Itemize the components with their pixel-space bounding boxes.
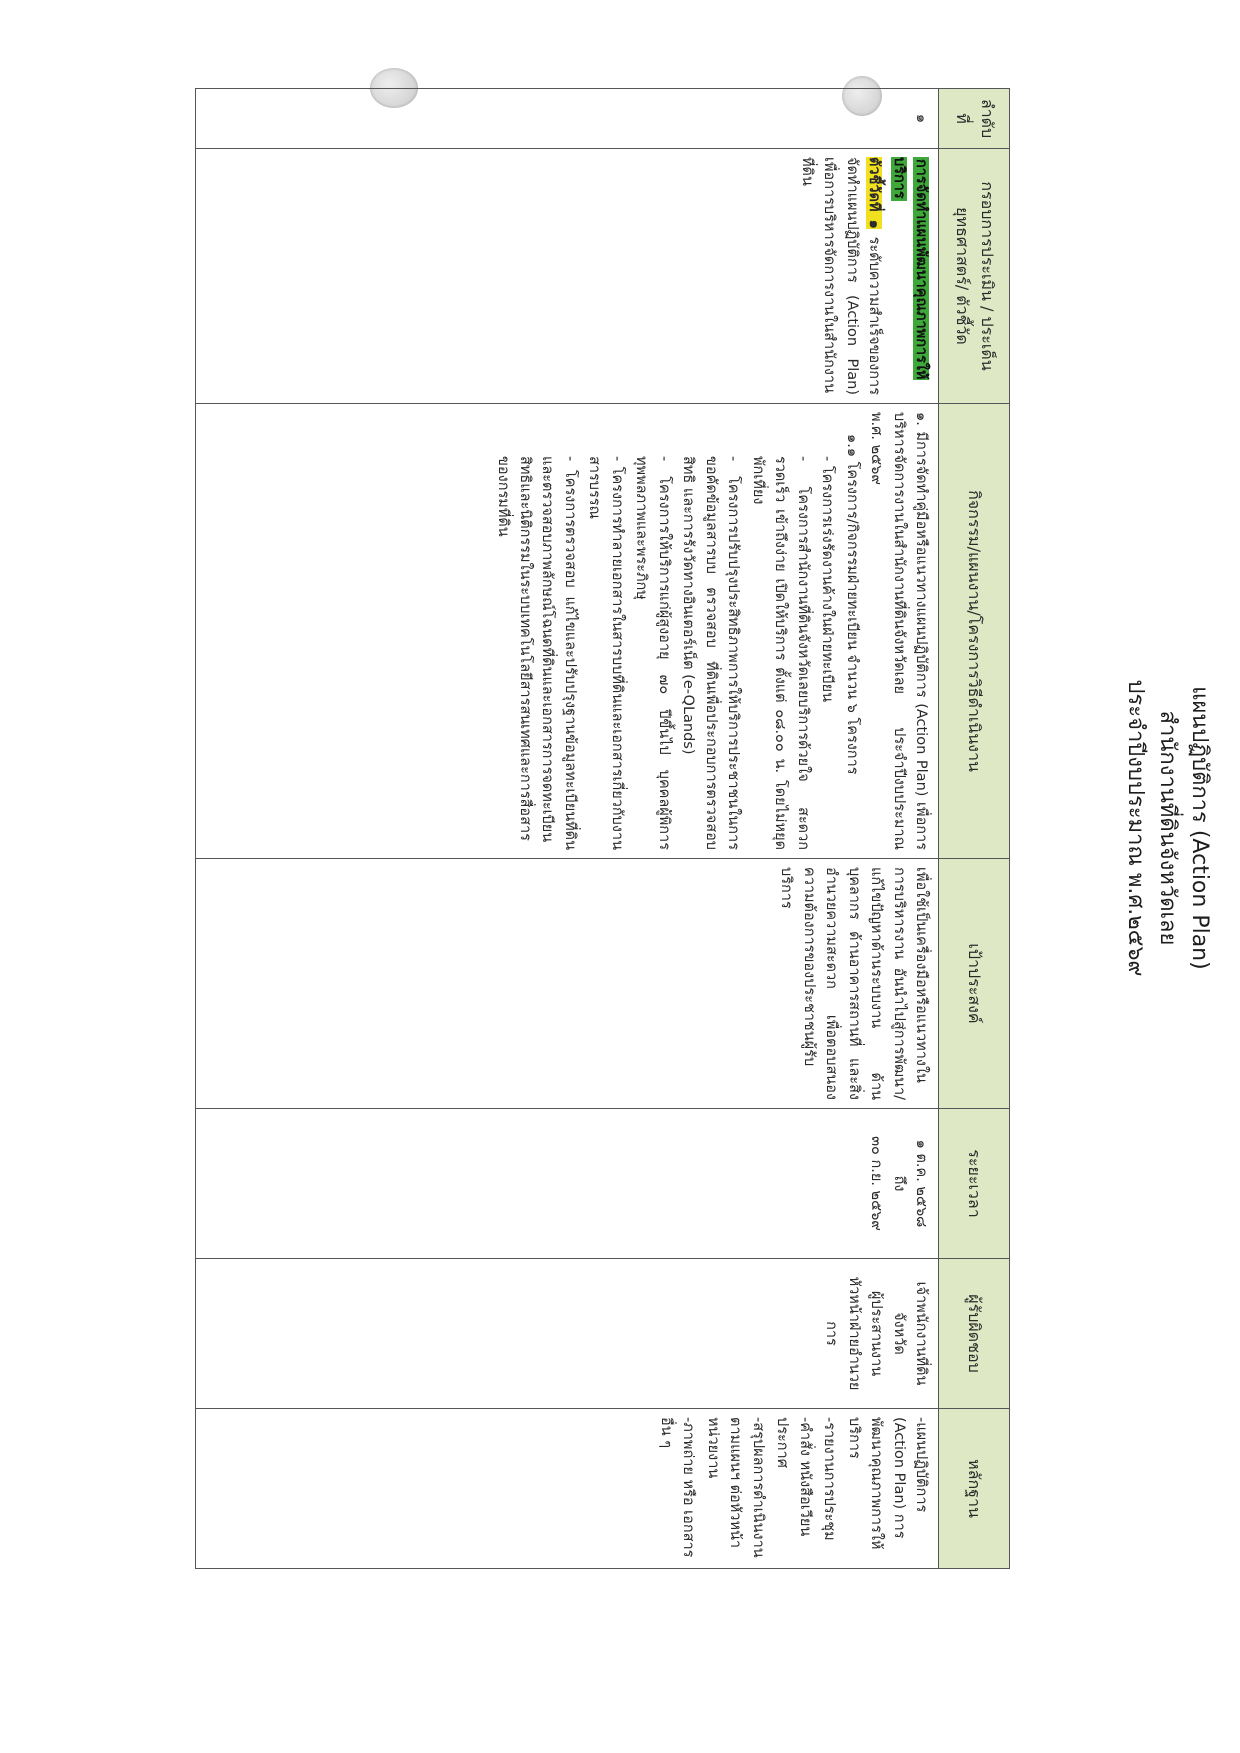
evidence-item-1: -แผนปฏิบัติการ (Action Plan) การพัฒนาคุณภาพการให้บริการ: [845, 1417, 929, 1550]
header-no: ลำดับ ที่: [939, 89, 1010, 149]
document-sheet: [195, 88, 1225, 1568]
evidence-item-3: -คำสั่ง หนังสือเวียน ประกาศ: [774, 1417, 813, 1537]
table-header-row: [939, 89, 1010, 1569]
period-to: ถึง: [890, 1175, 907, 1192]
header-activity: กิจกรรม/แผนงาน/โครงการวิธีดำเนินงาน: [939, 404, 1010, 859]
header-framework: กรอบการประเมิน / ประเด็นยุทธศาสตร์/ ตัวชี้วัด: [939, 149, 1010, 404]
table-row: [196, 89, 939, 1569]
cell-no: ๑: [196, 89, 939, 149]
evidence-item-2: -รายงานการประชุม: [821, 1417, 838, 1541]
cell-goal: เพื่อใช้เป็นเครื่องมือหรือแนวทางในการบริหารงาน อันนำไปสู่การพัฒนา/แก้ไขปัญหาด้านระบบงาน ด้านบุคลากร ด้านอาคารสถานที่ และสิ่งอำนวยความสะดวก เพื่อตอบสนองความต้องการของประชาชนผู้รับบริการ: [196, 859, 939, 1109]
activity-sub: ๑.๑ โครงการ/กิจกรรมฝ่ายทะเบียน จำนวน ๖ โครงการ: [843, 434, 860, 775]
header-responsible: ผู้รับผิดชอบ: [939, 1259, 1010, 1409]
evidence-item-5: -ภาพถ่าย หรือ เอกสารอื่น ๆ: [657, 1417, 697, 1558]
title-line-3: ประจำปีงบประมาณ พ.ศ.๒๕๖๙: [1123, 679, 1149, 977]
cell-framework: [196, 149, 939, 404]
header-period: ระยะเวลา: [939, 1109, 1010, 1259]
responsible-1: เจ้าพนักงานที่ดินจังหวัด: [890, 1281, 929, 1386]
document-titles: [1119, 88, 1215, 1568]
cell-activity: [196, 404, 939, 859]
header-goal: เป้าประสงค์: [939, 859, 1010, 1109]
header-evidence: หลักฐาน: [939, 1409, 1010, 1569]
indicator: [795, 157, 885, 395]
cell-evidence: [196, 1409, 939, 1569]
activity-item-5: - โครงการทำลายเอกสารในสารบบที่ดินและเอกสารเกี่ยวกับงานสารบรรณ: [586, 456, 625, 850]
action-plan-table: [195, 88, 1010, 1569]
activity-item-2: - โครงการสำนักงานที่ดินจังหวัดเลยบริการด้วยใจ สะดวก รวดเร็ว เข้าถึงง่าย เปิดให้บริการ ตั้งแต่ ๐๘.๐๐ น. โดยไม่หยุดพักเที่ยง: [749, 456, 811, 850]
cell-period: [196, 1109, 939, 1259]
responsible-3: หัวหน้าฝ่ายอำนวยการ: [823, 1276, 862, 1391]
cell-responsible: [196, 1259, 939, 1409]
activity-item-1: - โครงการเร่งรัดงานค้างในฝ่ายทะเบียน: [819, 456, 836, 703]
activity-item-3: - โครงการปรับปรุงประสิทธิภาพการให้บริการประชาชนในการขอคัดข้อมูลสารบบ ตรวจสอบ ที่ดินเพื่อประกอบการตรวจสอบสิทธิ และการรังวัดทางอินเตอร์เน็ต (e-QLands): [680, 456, 742, 850]
framework-band: การจัดทำแผนพัฒนาคุณภาพการให้บริการ: [890, 157, 929, 380]
activity-main: ๑. มีการจัดทำคู่มือหรือแนวทางแผนปฏิบัติการ (Action Plan) เพื่อการบริหารจัดการงานในสำนักงานที่ดินจังหวัดเลย ประจำปีงบประมาณ พ.ศ. ๒๕๖๙: [868, 412, 929, 850]
activity-item-4: - โครงการให้บริการแก่ผู้สูงอายุ ๗๐ ปีขึ้นไป บุคคลผู้พิการทุพพลภาพและพระภิกษุ: [633, 456, 672, 850]
indicator-text: ระดับความสำเร็จของการจัดทำแผนปฏิบัติการ (Action Plan) เพื่อการบริหารจัดการงานในสำนักงานที่ดิน: [798, 157, 883, 395]
title-line-1: แผนปฏิบัติการ (Action Plan): [1187, 686, 1212, 970]
activity-item-6: - โครงการตรวจสอบ แก้ไขและปรับปรุงฐานข้อมูลทะเบียนที่ดินและตรวจสอบภาพลักษณ์โฉนดที่ดินและเอกสารการจดทะเบียนสิทธิและนิติกรรมในระบบเทคโนโลยีสารสนเทศและการสื่อสารของกรมที่ดิน: [494, 456, 578, 850]
evidence-item-4: -สรุปผลการดำเนินงานตามแผนฯ ต่อหัวหน้าหน่วยงาน: [704, 1417, 766, 1558]
period-start: ๑ ต.ค. ๒๕๖๘: [913, 1139, 929, 1228]
period-end: ๓๐ ก.ย. ๒๕๖๙: [868, 1136, 885, 1231]
indicator-label: ตัวชี้วัดที่ ๑: [866, 157, 883, 229]
responsible-2: ผู้ประสานงาน: [868, 1290, 885, 1377]
title-line-2: สำนักงานที่ดินจังหวัดเลย: [1155, 710, 1181, 946]
